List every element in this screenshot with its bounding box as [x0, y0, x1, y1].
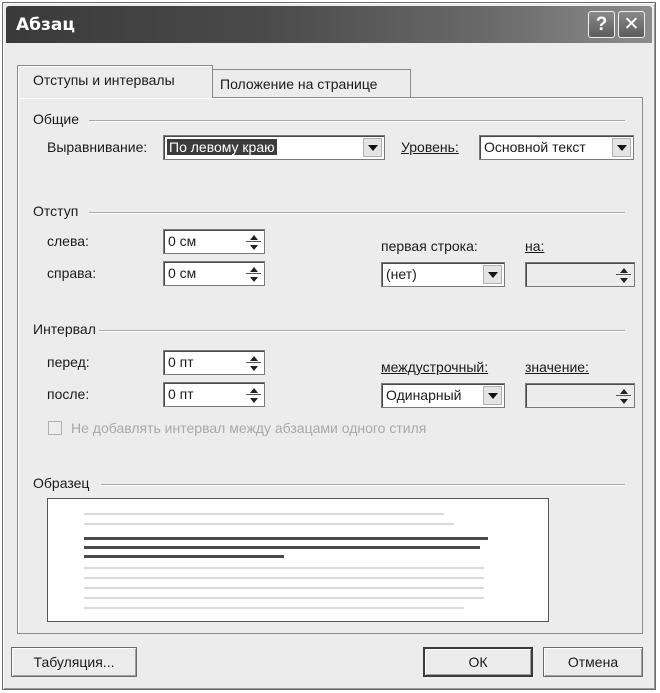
spacing-before-spinner[interactable] [163, 350, 265, 375]
preview-group-title: Образец [33, 475, 90, 491]
paragraph-dialog [2, 2, 656, 690]
tab-indents-and-spacing-label: Отступы и интервалы [33, 72, 175, 88]
close-icon: ✕ [623, 14, 640, 35]
indent-left-spinner[interactable] [163, 229, 265, 254]
spin-down-icon[interactable] [245, 395, 262, 405]
general-divider [89, 120, 625, 122]
title-bar [6, 6, 652, 43]
no-space-same-style-label: Не добавлять интервал между абзацами одного стиля [71, 420, 427, 436]
ok-button-label: ОК [468, 654, 488, 670]
preview-sample-line [84, 546, 480, 549]
spacing-before-value: 0 пт [168, 354, 194, 370]
first-line-select[interactable] [381, 262, 505, 287]
level-label: Уровень: [401, 139, 459, 155]
ok-button[interactable] [423, 647, 533, 677]
spacing-after-value: 0 пт [168, 386, 194, 402]
at-spinner[interactable] [525, 383, 635, 408]
preview-next-line [84, 587, 484, 589]
alignment-value: По левому краю [169, 139, 275, 155]
spin-down-icon[interactable] [615, 396, 632, 406]
indent-left-value: 0 см [168, 233, 197, 249]
preview-next-line [84, 607, 464, 609]
preview-sample-line [84, 537, 488, 540]
level-value: Основной текст [484, 139, 586, 155]
preview-next-line [84, 597, 484, 599]
tab-line-and-page-breaks[interactable] [213, 69, 411, 98]
preview-next-line [84, 567, 484, 569]
by-label: на: [525, 238, 545, 254]
spin-down-icon[interactable] [245, 363, 262, 373]
chevron-down-icon[interactable] [483, 386, 502, 405]
dialog-title: Абзац [16, 15, 75, 35]
chevron-down-icon[interactable] [363, 138, 382, 157]
preview-next-line [84, 577, 484, 579]
by-spinner[interactable] [525, 262, 635, 287]
indent-divider [89, 212, 625, 214]
spin-down-icon[interactable] [615, 275, 632, 285]
indent-left-label: слева: [47, 233, 89, 249]
preview-prev-line [84, 523, 454, 525]
alignment-label: Выравнивание: [47, 139, 148, 155]
level-select[interactable] [479, 135, 634, 160]
tab-line-and-page-breaks-label: Положение на странице [220, 76, 378, 92]
line-spacing-value: Одинарный [386, 387, 462, 403]
alignment-select[interactable] [163, 135, 385, 160]
general-group-title: Общие [33, 111, 80, 127]
tabs-button[interactable] [11, 647, 137, 677]
tab-indents-and-spacing[interactable] [17, 65, 213, 98]
spacing-after-spinner[interactable] [163, 382, 265, 407]
spin-down-icon[interactable] [245, 274, 262, 284]
indent-right-label: справа: [47, 265, 97, 281]
spacing-divider [99, 330, 625, 332]
chevron-down-icon[interactable] [483, 265, 502, 284]
help-icon: ? [595, 13, 608, 35]
close-button[interactable] [618, 11, 645, 38]
line-spacing-label: междустрочный: [381, 359, 489, 375]
preview-prev-line [84, 513, 444, 515]
paragraph-preview [47, 498, 549, 622]
indent-group-title: Отступ [33, 203, 79, 219]
chevron-down-icon[interactable] [612, 138, 631, 157]
help-button[interactable] [588, 11, 615, 38]
preview-divider [101, 484, 625, 486]
cancel-button[interactable] [543, 647, 643, 677]
spin-down-icon[interactable] [245, 242, 262, 252]
indent-right-value: 0 см [168, 265, 197, 281]
spacing-group-title: Интервал [33, 321, 96, 337]
cancel-button-label: Отмена [567, 654, 619, 670]
preview-sample-line [84, 555, 284, 558]
spacing-after-label: после: [47, 386, 90, 402]
tabs-button-label: Табуляция... [33, 654, 115, 670]
at-label: значение: [525, 359, 589, 375]
first-line-value: (нет) [386, 266, 417, 282]
line-spacing-select[interactable] [381, 383, 505, 408]
no-space-same-style-checkbox[interactable] [48, 421, 62, 435]
first-line-label: первая строка: [381, 238, 478, 254]
spacing-before-label: перед: [47, 354, 90, 370]
indent-right-spinner[interactable] [163, 261, 265, 286]
